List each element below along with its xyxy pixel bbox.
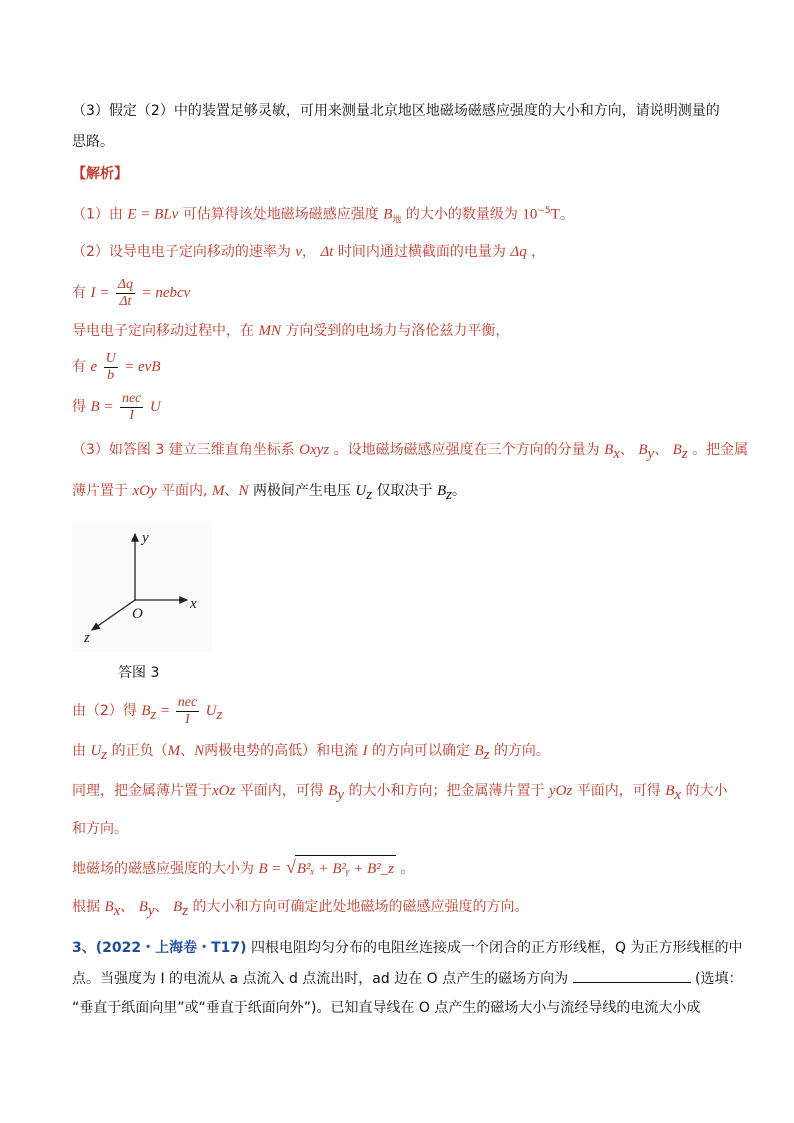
eq1-den: Δt — [119, 293, 132, 309]
solution-7 — [72, 782, 728, 804]
s6-mid3: 的方向可以确定 — [372, 743, 471, 759]
origin-label: O — [132, 606, 143, 622]
eq3-fraction — [120, 391, 143, 424]
s4-bz: B — [672, 442, 682, 458]
figure-caption — [118, 664, 159, 682]
problem-3-text-3: “垂直于纸面向里”或“垂直于纸面向外”)。已知直导线在 O 点产生的磁场大小与流经导线的电流大小成 — [72, 1000, 701, 1016]
s9-radicand: B²ₓ + B²ᵧ + B²_z — [295, 855, 396, 882]
s6-N: N — [194, 743, 205, 759]
problem-3-text-2a: 点。当强度为 I 的电流从 a 点流入 d 点流出时，ad 边在 O 点产生的磁场方向为 — [72, 971, 569, 987]
problem-3-line-2 — [72, 969, 743, 988]
axis-diagram — [72, 522, 212, 652]
s6-U-sub: z — [101, 746, 108, 763]
s2-mid2: 时间内通过横截面的电量为 — [337, 244, 506, 260]
s1-pow-exp: −5 — [537, 206, 551, 216]
eq1-num: Δq — [117, 276, 133, 292]
solution-4 — [72, 441, 748, 463]
s9-lhs: B = — [258, 861, 282, 877]
eq2-den: b — [107, 367, 115, 383]
s1-unit: T。 — [550, 206, 575, 223]
s7-By-sub: y — [337, 786, 345, 803]
eq4-eq: = — [160, 703, 170, 719]
answer-blank[interactable] — [573, 969, 691, 983]
s10-Bz-sub: z — [182, 902, 189, 919]
s10-Bx-sub: x — [113, 902, 121, 919]
solution-2 — [72, 243, 545, 261]
eq4-B: B — [141, 703, 151, 719]
s4-oxyz: Oxyz — [299, 442, 330, 458]
equation-3 — [72, 390, 161, 424]
s4-bx-sub: x — [613, 445, 620, 462]
s5-pre: 薄片置于 — [72, 483, 128, 499]
s7-Bx: B — [665, 783, 675, 799]
s6-mid: 的正负（ — [111, 743, 168, 759]
s3-MN: MN — [258, 323, 281, 339]
s2-end: ， — [531, 244, 546, 260]
s1-B: B — [383, 206, 393, 223]
s7-end: 的大小 — [685, 783, 728, 799]
s5-N: N — [238, 483, 249, 499]
eq3-num: nec — [121, 390, 142, 406]
s5-B: B — [436, 483, 447, 499]
eq4-pre: 由（2）得 — [72, 703, 137, 719]
s7-mid: 平面内，可得 — [239, 783, 324, 799]
s6-sep: 、 — [180, 743, 195, 759]
s7-mid3: 平面内，可得 — [576, 783, 661, 799]
s10-By: B — [138, 899, 148, 915]
eq4-U: U — [205, 703, 217, 719]
eq1-pre: 有 — [72, 285, 86, 301]
eq3-lhs: B = — [90, 399, 114, 415]
s10-pre: 根据 — [72, 899, 100, 915]
s10-sep1: 、 — [120, 899, 135, 915]
s2-dt: Δt — [320, 244, 334, 260]
problem-3-line-3 — [72, 999, 700, 1017]
solution-10 — [72, 898, 529, 920]
eq4-num: nec — [177, 694, 198, 710]
axis-figure — [72, 522, 212, 652]
z-axis — [92, 600, 135, 630]
s2-v: v — [295, 244, 303, 260]
problem-3-text-1: 四根电阻均匀分布的电阻丝连接成一个闭合的正方形线框，Q 为正方形线框的中 — [251, 940, 743, 956]
y-label: y — [142, 530, 149, 546]
eq2-pre: 有 — [72, 359, 86, 375]
s4-sep2: 、 — [654, 442, 669, 458]
s4-pre: （3）如答图 3 建立三维直角坐标系 — [72, 442, 295, 458]
eq2-e: e — [90, 359, 98, 375]
eq2-num: U — [105, 350, 116, 366]
s5-M: M — [211, 483, 225, 499]
s5-sep: 、 — [224, 483, 239, 499]
s4-bx: B — [604, 442, 614, 458]
s7-By: B — [328, 783, 338, 799]
s6-U: U — [90, 743, 102, 759]
s7-Bx-sub: x — [674, 786, 682, 803]
s10-Bz: B — [173, 899, 183, 915]
s6-M: M — [167, 743, 181, 759]
s5-mid3: 仅取决于 — [376, 483, 433, 499]
s5-U-sub: z — [366, 486, 373, 503]
s1-pre: （1）由 — [72, 206, 123, 223]
eq4-den: I — [185, 711, 190, 727]
s1-B-sub: 地 — [392, 215, 402, 226]
s5-xoy: xOy — [132, 483, 157, 499]
eq4-U-sub: z — [216, 706, 223, 723]
eq4-fraction — [176, 695, 199, 728]
s2-dq: Δq — [510, 244, 527, 260]
eq3-rhs: U — [149, 399, 161, 415]
s6-I: I — [362, 743, 368, 759]
s3-pre: 导电电子定向移动过程中，在 — [72, 323, 254, 339]
s2-pre: （2）设导电电子定向移动的速率为 — [72, 244, 291, 260]
s5-mid: 平面内, — [161, 483, 208, 499]
s10-end: 的大小和方向可确定此处地磁场的磁感应强度的方向。 — [192, 899, 529, 915]
x-label: x — [190, 596, 197, 612]
solution-8 — [72, 820, 128, 838]
s4-sep1: 、 — [619, 442, 634, 458]
s1-post: 的大小的数量级为 — [405, 206, 518, 223]
eq2-rhs: = evB — [124, 359, 161, 375]
s10-sep2: 、 — [154, 899, 169, 915]
s9-end: 。 — [400, 861, 415, 877]
s4-by: B — [638, 442, 648, 458]
s7-xoz: xOz — [212, 783, 236, 799]
s10-By-sub: y — [147, 902, 155, 919]
question-3-line-2 — [72, 133, 114, 151]
problem-3-line-1 — [72, 939, 742, 957]
s6-B: B — [474, 743, 484, 759]
q3-text-2: 思路。 — [72, 134, 114, 150]
jiexi-label: 【解析】 — [72, 166, 128, 182]
s4-by-sub: y — [647, 445, 655, 462]
problem-3-text-2b: (选填： — [695, 971, 743, 987]
s4-end: 。把金属 — [692, 442, 749, 458]
eq1-rhs: = nebcv — [141, 285, 191, 301]
s6-B-sub: z — [483, 746, 490, 763]
s5-U: U — [355, 483, 367, 499]
question-3-line-1 — [72, 102, 720, 120]
s6-end: 的方向。 — [493, 743, 550, 759]
eq1-lhs: I = — [90, 285, 110, 301]
s1-formula: E = BLv — [127, 206, 179, 223]
solution-9 — [72, 854, 415, 882]
equation-2 — [72, 350, 161, 384]
z-label: z — [84, 630, 90, 646]
s5-mid2: 两极间产生电压 — [252, 483, 351, 499]
solution-5 — [72, 482, 466, 504]
s10-Bx: B — [104, 899, 114, 915]
s7-yoz: yOz — [548, 783, 573, 799]
s5-end: 。 — [452, 483, 466, 499]
s7-pre: 同理，把金属薄片置于 — [72, 783, 212, 799]
fig-caption-text: 答图 3 — [118, 665, 160, 681]
sqrt-sign: √ — [285, 857, 296, 877]
solution-3 — [72, 322, 509, 340]
s4-bz-sub: z — [681, 445, 688, 462]
s9-pre: 地磁场的磁感应强度的大小为 — [72, 861, 254, 877]
s6-pre: 由 — [72, 743, 86, 759]
eq3-den: I — [129, 407, 134, 423]
s4-mid: 。设地磁场磁感应强度在三个方向的分量为 — [333, 442, 600, 458]
s3-post: 方向受到的电场力与洛伦兹力平衡， — [285, 323, 510, 339]
equation-4 — [72, 694, 222, 732]
equation-1 — [72, 276, 190, 310]
eq1-fraction — [116, 277, 135, 310]
s1-mid: 可估算得该处地磁场磁感应强度 — [182, 206, 379, 223]
jiexi-heading — [72, 165, 128, 183]
eq3-pre: 得 — [72, 399, 86, 415]
s5-B-sub: z — [446, 486, 452, 503]
eq2-fraction — [104, 351, 118, 384]
solution-6 — [72, 742, 550, 764]
s1-pow-base: 10 — [522, 206, 538, 223]
problem-3-number: 3、(2022・上海卷・T17) — [72, 940, 247, 956]
s7-mid2: 的大小和方向；把金属薄片置于 — [348, 783, 545, 799]
s8-text: 和方向。 — [72, 821, 128, 837]
solution-1 — [72, 202, 575, 229]
eq4-B-sub: z — [150, 706, 157, 723]
q3-text-1: （3）假定（2）中的装置足够灵敏，可用来测量北京地区地磁场磁感应强度的大小和方向，请说明测量的 — [72, 103, 720, 119]
s6-mid2: 两极电势的高低）和电流 — [204, 743, 359, 759]
s2-mid: ， — [302, 244, 317, 260]
